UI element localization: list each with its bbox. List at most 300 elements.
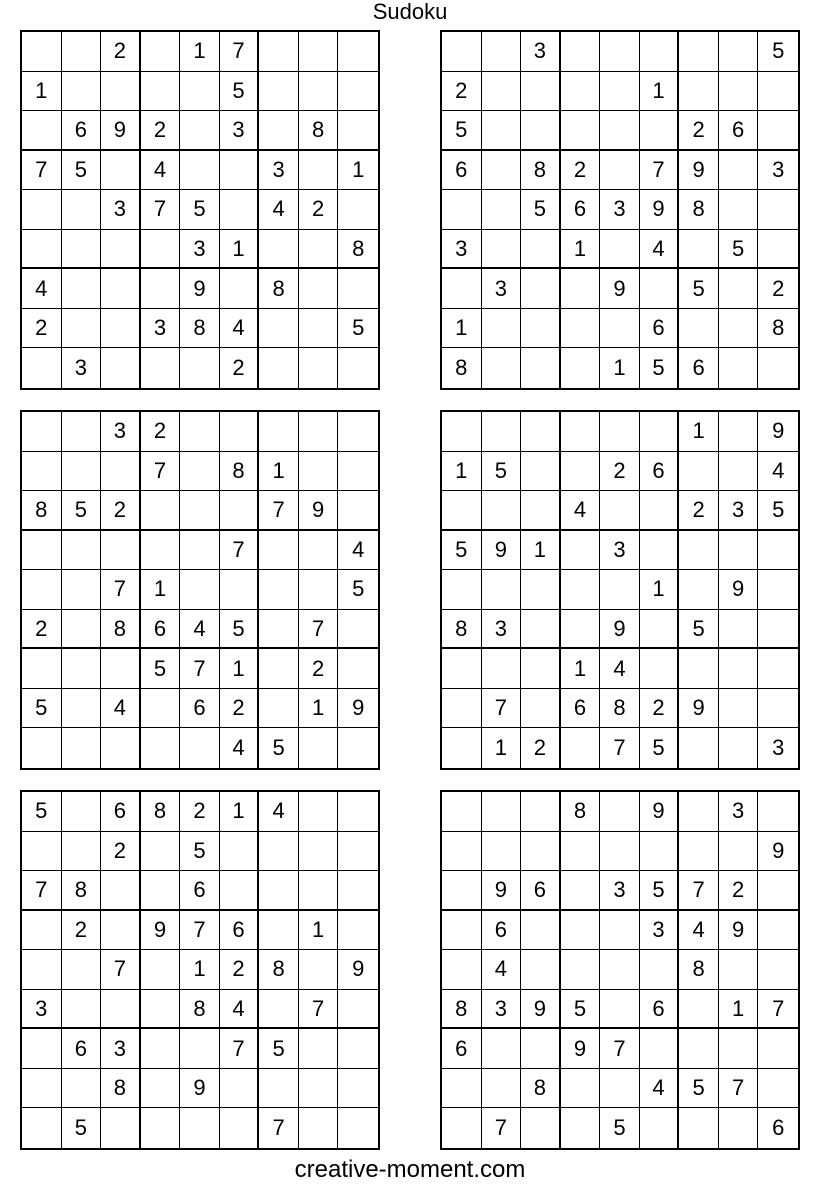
sudoku-cell[interactable]: 8 [259,269,299,309]
sudoku-cell[interactable] [141,950,181,990]
sudoku-cell[interactable] [758,610,798,650]
sudoku-cell[interactable]: 2 [180,792,220,832]
sudoku-cell[interactable] [640,649,680,689]
sudoku-cell[interactable] [600,32,640,72]
sudoku-cell[interactable]: 3 [62,348,102,388]
sudoku-cell[interactable] [679,728,719,768]
sudoku-cell[interactable] [101,1108,141,1148]
sudoku-cell[interactable] [521,1029,561,1069]
sudoku-cell[interactable]: 8 [62,871,102,911]
sudoku-cell[interactable] [299,151,339,191]
sudoku-cell[interactable] [482,72,522,112]
sudoku-cell[interactable] [180,491,220,531]
sudoku-cell[interactable]: 2 [141,111,181,151]
sudoku-cell[interactable] [299,832,339,872]
sudoku-cell[interactable]: 1 [220,792,260,832]
sudoku-cell[interactable] [719,1029,759,1069]
sudoku-cell[interactable] [758,1069,798,1109]
sudoku-cell[interactable] [482,151,522,191]
sudoku-cell[interactable]: 2 [220,689,260,729]
sudoku-cell[interactable] [180,111,220,151]
sudoku-cell[interactable] [299,452,339,492]
sudoku-cell[interactable] [22,452,62,492]
sudoku-cell[interactable]: 2 [141,412,181,452]
sudoku-cell[interactable] [600,491,640,531]
sudoku-cell[interactable] [101,911,141,951]
sudoku-cell[interactable] [22,911,62,951]
sudoku-cell[interactable]: 3 [521,32,561,72]
sudoku-cell[interactable]: 6 [442,1029,482,1069]
sudoku-cell[interactable] [561,871,601,911]
sudoku-cell[interactable] [719,412,759,452]
sudoku-cell[interactable] [719,610,759,650]
sudoku-cell[interactable] [482,649,522,689]
sudoku-cell[interactable]: 5 [259,728,299,768]
sudoku-cell[interactable] [719,649,759,689]
sudoku-cell[interactable]: 2 [521,728,561,768]
sudoku-cell[interactable]: 9 [521,990,561,1030]
sudoku-cell[interactable] [482,190,522,230]
sudoku-cell[interactable]: 5 [338,309,378,349]
sudoku-cell[interactable]: 1 [442,309,482,349]
sudoku-cell[interactable]: 1 [299,911,339,951]
sudoku-cell[interactable] [22,649,62,689]
sudoku-cell[interactable]: 4 [220,990,260,1030]
sudoku-cell[interactable]: 4 [640,230,680,270]
sudoku-cell[interactable] [338,871,378,911]
sudoku-cell[interactable] [442,649,482,689]
sudoku-cell[interactable] [338,1029,378,1069]
sudoku-cell[interactable] [600,570,640,610]
sudoku-cell[interactable] [600,412,640,452]
sudoku-cell[interactable] [141,230,181,270]
sudoku-cell[interactable] [62,570,102,610]
sudoku-cell[interactable]: 3 [719,792,759,832]
sudoku-cell[interactable] [561,1069,601,1109]
sudoku-cell[interactable]: 3 [442,230,482,270]
sudoku-cell[interactable] [141,269,181,309]
sudoku-cell[interactable] [62,689,102,729]
sudoku-cell[interactable]: 3 [758,151,798,191]
sudoku-cell[interactable] [62,32,102,72]
sudoku-cell[interactable] [442,1069,482,1109]
sudoku-cell[interactable] [640,610,680,650]
sudoku-cell[interactable]: 9 [719,911,759,951]
sudoku-cell[interactable]: 2 [22,309,62,349]
sudoku-cell[interactable] [299,32,339,72]
sudoku-cell[interactable]: 3 [22,990,62,1030]
sudoku-cell[interactable] [442,950,482,990]
sudoku-cell[interactable] [561,348,601,388]
sudoku-cell[interactable]: 6 [180,871,220,911]
sudoku-cell[interactable] [259,990,299,1030]
sudoku-cell[interactable] [640,1029,680,1069]
sudoku-cell[interactable]: 4 [758,452,798,492]
sudoku-cell[interactable] [141,72,181,112]
sudoku-cell[interactable] [719,1108,759,1148]
sudoku-cell[interactable] [22,570,62,610]
sudoku-cell[interactable]: 4 [679,911,719,951]
sudoku-cell[interactable]: 4 [22,269,62,309]
sudoku-cell[interactable]: 7 [600,1029,640,1069]
sudoku-cell[interactable]: 9 [482,531,522,571]
sudoku-cell[interactable] [719,531,759,571]
sudoku-cell[interactable]: 4 [259,792,299,832]
sudoku-cell[interactable] [521,111,561,151]
sudoku-cell[interactable] [259,1069,299,1109]
sudoku-cell[interactable]: 3 [482,610,522,650]
sudoku-cell[interactable]: 7 [220,531,260,571]
sudoku-cell[interactable]: 8 [259,950,299,990]
sudoku-cell[interactable]: 5 [640,348,680,388]
sudoku-cell[interactable] [640,111,680,151]
sudoku-cell[interactable] [482,32,522,72]
sudoku-cell[interactable]: 2 [640,689,680,729]
sudoku-cell[interactable]: 4 [338,531,378,571]
sudoku-cell[interactable]: 5 [141,649,181,689]
sudoku-cell[interactable] [299,1108,339,1148]
sudoku-cell[interactable] [141,871,181,911]
sudoku-cell[interactable]: 3 [600,531,640,571]
sudoku-cell[interactable]: 1 [259,452,299,492]
sudoku-cell[interactable]: 5 [442,111,482,151]
sudoku-cell[interactable]: 4 [141,151,181,191]
sudoku-cell[interactable] [141,1029,181,1069]
sudoku-cell[interactable]: 6 [101,792,141,832]
sudoku-cell[interactable]: 5 [679,610,719,650]
sudoku-cell[interactable] [299,871,339,911]
sudoku-cell[interactable] [62,230,102,270]
sudoku-cell[interactable] [561,1108,601,1148]
sudoku-cell[interactable]: 8 [180,309,220,349]
sudoku-cell[interactable]: 9 [561,1029,601,1069]
sudoku-cell[interactable] [141,990,181,1030]
sudoku-cell[interactable]: 3 [180,230,220,270]
sudoku-cell[interactable] [679,570,719,610]
sudoku-cell[interactable]: 3 [259,151,299,191]
sudoku-cell[interactable]: 8 [220,452,260,492]
sudoku-cell[interactable]: 9 [180,1069,220,1109]
sudoku-cell[interactable] [482,491,522,531]
sudoku-cell[interactable] [640,1108,680,1148]
sudoku-cell[interactable] [561,950,601,990]
sudoku-cell[interactable]: 9 [299,491,339,531]
sudoku-cell[interactable]: 1 [180,32,220,72]
sudoku-cell[interactable] [141,1108,181,1148]
sudoku-cell[interactable] [22,950,62,990]
sudoku-cell[interactable]: 6 [772,1115,785,1141]
sudoku-cell[interactable]: 1 [180,950,220,990]
sudoku-cell[interactable] [482,1069,522,1109]
sudoku-cell[interactable]: 5 [180,832,220,872]
sudoku-cell[interactable] [758,111,798,151]
sudoku-cell[interactable]: 5 [220,610,260,650]
sudoku-cell[interactable] [220,1069,260,1109]
sudoku-cell[interactable]: 5 [758,32,798,72]
sudoku-cell[interactable] [640,950,680,990]
sudoku-cell[interactable] [679,1108,719,1148]
sudoku-cell[interactable]: 5 [259,1029,299,1069]
sudoku-cell[interactable] [758,531,798,571]
sudoku-cell[interactable] [299,72,339,112]
sudoku-cell[interactable] [220,269,260,309]
sudoku-cell[interactable]: 6 [679,348,719,388]
sudoku-cell[interactable] [719,728,759,768]
sudoku-cell[interactable]: 6 [62,1029,102,1069]
sudoku-cell[interactable]: 1 [482,728,522,768]
sudoku-cell[interactable] [561,309,601,349]
sudoku-cell[interactable]: 3 [141,309,181,349]
sudoku-cell[interactable] [220,871,260,911]
sudoku-cell[interactable]: 4 [180,610,220,650]
sudoku-cell[interactable] [521,649,561,689]
sudoku-cell[interactable]: 1 [640,570,680,610]
sudoku-cell[interactable] [640,412,680,452]
sudoku-cell[interactable]: 5 [640,871,680,911]
sudoku-cell[interactable] [442,412,482,452]
sudoku-cell[interactable] [299,1029,339,1069]
sudoku-cell[interactable] [561,832,601,872]
sudoku-cell[interactable] [521,832,561,872]
sudoku-cell[interactable] [62,72,102,112]
sudoku-cell[interactable] [561,728,601,768]
sudoku-cell[interactable]: 1 [442,452,482,492]
sudoku-cell[interactable]: 3 [640,911,680,951]
sudoku-cell[interactable]: 1 [521,531,561,571]
sudoku-cell[interactable] [521,309,561,349]
sudoku-cell[interactable]: 3 [600,871,640,911]
sudoku-cell[interactable]: 9 [600,269,640,309]
sudoku-cell[interactable]: 7 [220,32,260,72]
sudoku-cell[interactable]: 5 [338,570,378,610]
sudoku-cell[interactable] [482,111,522,151]
sudoku-cell[interactable] [561,412,601,452]
sudoku-cell[interactable] [561,570,601,610]
sudoku-cell[interactable] [259,871,299,911]
sudoku-cell[interactable] [719,269,759,309]
sudoku-cell[interactable]: 1 [220,230,260,270]
sudoku-cell[interactable] [758,950,798,990]
sudoku-cell[interactable]: 5 [62,491,102,531]
sudoku-cell[interactable] [180,1108,220,1148]
sudoku-cell[interactable]: 8 [679,950,719,990]
sudoku-cell[interactable]: 9 [141,911,181,951]
sudoku-cell[interactable] [101,309,141,349]
sudoku-cell[interactable] [141,491,181,531]
sudoku-cell[interactable] [259,911,299,951]
sudoku-cell[interactable] [719,309,759,349]
sudoku-cell[interactable] [141,832,181,872]
sudoku-cell[interactable]: 7 [482,689,522,729]
sudoku-cell[interactable]: 5 [758,491,798,531]
sudoku-cell[interactable] [442,689,482,729]
sudoku-cell[interactable]: 8 [338,230,378,270]
sudoku-cell[interactable] [22,531,62,571]
sudoku-cell[interactable] [22,1108,62,1148]
sudoku-cell[interactable] [101,990,141,1030]
sudoku-cell[interactable]: 1 [338,151,378,191]
sudoku-cell[interactable]: 9 [758,832,798,872]
sudoku-cell[interactable] [442,269,482,309]
sudoku-cell[interactable] [758,1029,798,1069]
sudoku-cell[interactable]: 2 [299,649,339,689]
sudoku-cell[interactable] [442,832,482,872]
sudoku-cell[interactable] [521,911,561,951]
sudoku-cell[interactable] [299,531,339,571]
sudoku-cell[interactable] [299,230,339,270]
sudoku-cell[interactable] [442,491,482,531]
sudoku-cell[interactable]: 7 [299,610,339,650]
sudoku-cell[interactable] [442,792,482,832]
sudoku-cell[interactable] [600,950,640,990]
sudoku-cell[interactable]: 7 [259,1108,299,1148]
sudoku-cell[interactable] [679,452,719,492]
sudoku-cell[interactable] [758,190,798,230]
sudoku-cell[interactable] [758,911,798,951]
sudoku-cell[interactable] [640,491,680,531]
sudoku-cell[interactable]: 1 [719,990,759,1030]
sudoku-cell[interactable]: 7 [679,871,719,911]
sudoku-cell[interactable] [180,72,220,112]
sudoku-cell[interactable]: 5 [22,792,62,832]
sudoku-cell[interactable]: 4 [259,190,299,230]
sudoku-cell[interactable] [640,832,680,872]
sudoku-cell[interactable] [101,230,141,270]
sudoku-cell[interactable] [299,309,339,349]
sudoku-cell[interactable]: 3 [482,990,522,1030]
sudoku-cell[interactable]: 7 [141,190,181,230]
sudoku-cell[interactable] [758,689,798,729]
sudoku-cell[interactable]: 1 [141,570,181,610]
sudoku-cell[interactable]: 4 [220,309,260,349]
sudoku-cell[interactable]: 3 [719,491,759,531]
sudoku-cell[interactable] [338,269,378,309]
sudoku-cell[interactable]: 6 [220,911,260,951]
sudoku-cell[interactable] [220,190,260,230]
sudoku-cell[interactable]: 6 [521,871,561,911]
sudoku-cell[interactable] [141,1069,181,1109]
sudoku-cell[interactable]: 5 [62,1108,102,1148]
sudoku-cell[interactable] [482,792,522,832]
sudoku-cell[interactable]: 5 [62,151,102,191]
sudoku-cell[interactable]: 8 [22,491,62,531]
sudoku-cell[interactable] [482,412,522,452]
sudoku-cell[interactable] [141,531,181,571]
sudoku-cell[interactable] [561,911,601,951]
sudoku-cell[interactable] [482,348,522,388]
sudoku-cell[interactable] [101,72,141,112]
sudoku-cell[interactable] [259,348,299,388]
sudoku-cell[interactable] [22,111,62,151]
sudoku-cell[interactable] [600,990,640,1030]
sudoku-cell[interactable]: 6 [561,190,601,230]
sudoku-cell[interactable]: 8 [101,1069,141,1109]
sudoku-cell[interactable] [338,72,378,112]
sudoku-cell[interactable]: 9 [640,190,680,230]
sudoku-cell[interactable] [561,452,601,492]
sudoku-cell[interactable] [299,728,339,768]
sudoku-cell[interactable]: 3 [101,1029,141,1069]
sudoku-cell[interactable] [299,950,339,990]
sudoku-cell[interactable] [259,531,299,571]
sudoku-cell[interactable]: 1 [220,649,260,689]
sudoku-cell[interactable]: 1 [679,412,719,452]
sudoku-cell[interactable] [62,990,102,1030]
sudoku-cell[interactable] [299,269,339,309]
sudoku-cell[interactable] [719,832,759,872]
sudoku-cell[interactable] [521,689,561,729]
sudoku-cell[interactable] [600,1069,640,1109]
sudoku-cell[interactable] [600,111,640,151]
sudoku-cell[interactable] [259,72,299,112]
sudoku-cell[interactable] [259,412,299,452]
sudoku-cell[interactable]: 5 [180,190,220,230]
sudoku-cell[interactable]: 7 [180,649,220,689]
sudoku-cell[interactable]: 7 [22,871,62,911]
sudoku-cell[interactable]: 5 [679,269,719,309]
sudoku-cell[interactable] [141,348,181,388]
sudoku-cell[interactable] [259,309,299,349]
sudoku-cell[interactable]: 3 [482,269,522,309]
sudoku-cell[interactable] [561,531,601,571]
sudoku-cell[interactable]: 6 [141,610,181,650]
sudoku-cell[interactable]: 7 [101,950,141,990]
sudoku-cell[interactable]: 3 [220,111,260,151]
sudoku-cell[interactable] [220,151,260,191]
sudoku-cell[interactable]: 2 [679,111,719,151]
sudoku-cell[interactable]: 1 [600,348,640,388]
sudoku-cell[interactable]: 9 [600,610,640,650]
sudoku-cell[interactable] [22,832,62,872]
sudoku-cell[interactable]: 3 [101,412,141,452]
sudoku-cell[interactable]: 5 [521,190,561,230]
sudoku-cell[interactable]: 5 [482,452,522,492]
sudoku-cell[interactable] [259,230,299,270]
sudoku-cell[interactable] [679,32,719,72]
sudoku-cell[interactable] [62,269,102,309]
sudoku-cell[interactable]: 7 [141,452,181,492]
sudoku-cell[interactable] [338,452,378,492]
sudoku-cell[interactable] [482,832,522,872]
sudoku-cell[interactable] [561,269,601,309]
sudoku-cell[interactable]: 2 [719,871,759,911]
sudoku-cell[interactable]: 8 [679,190,719,230]
sudoku-cell[interactable]: 7 [600,728,640,768]
sudoku-cell[interactable] [758,649,798,689]
sudoku-cell[interactable] [719,190,759,230]
sudoku-cell[interactable] [180,151,220,191]
sudoku-cell[interactable] [521,348,561,388]
sudoku-cell[interactable] [758,871,798,911]
sudoku-cell[interactable] [62,610,102,650]
sudoku-cell[interactable] [338,111,378,151]
sudoku-cell[interactable] [220,570,260,610]
sudoku-cell[interactable] [600,911,640,951]
sudoku-cell[interactable]: 7 [640,151,680,191]
sudoku-cell[interactable]: 4 [101,689,141,729]
sudoku-cell[interactable] [521,491,561,531]
sudoku-cell[interactable] [679,309,719,349]
sudoku-cell[interactable] [521,72,561,112]
sudoku-cell[interactable] [338,491,378,531]
sudoku-cell[interactable]: 5 [442,531,482,571]
sudoku-cell[interactable] [600,832,640,872]
sudoku-cell[interactable] [600,230,640,270]
sudoku-cell[interactable]: 1 [640,72,680,112]
sudoku-cell[interactable] [299,570,339,610]
sudoku-cell[interactable]: 8 [180,990,220,1030]
sudoku-cell[interactable]: 8 [758,309,798,349]
